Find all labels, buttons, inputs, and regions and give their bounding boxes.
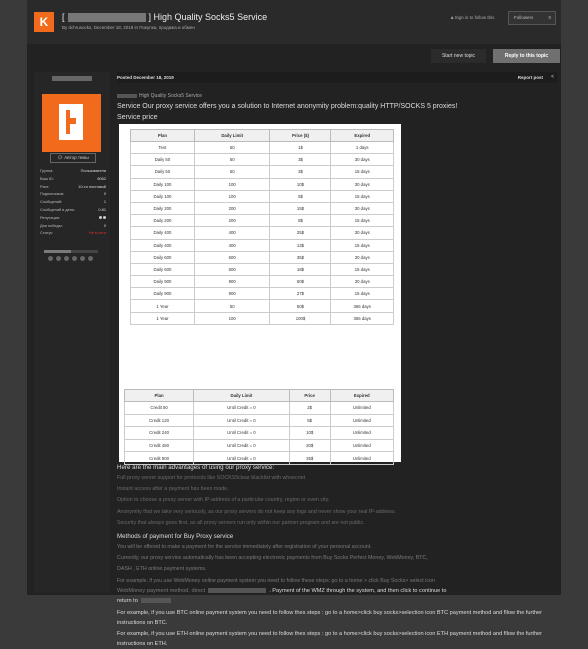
- post-header: [117, 72, 557, 83]
- table-row: [131, 190, 394, 202]
- table-cell: 35$: [289, 452, 330, 465]
- table-cell: Test: [131, 142, 195, 154]
- credit-table-image: [119, 378, 401, 462]
- table-cell: 13$: [270, 239, 331, 251]
- redacted-text: [117, 94, 137, 98]
- table-cell: Until Credit = 0: [194, 414, 290, 427]
- table-cell: 30 days: [331, 178, 394, 190]
- table-cell: Credit 120: [125, 414, 194, 427]
- lock-icon: 🔒︎: [451, 15, 455, 20]
- table-cell: 600: [194, 263, 270, 275]
- stat-value: 8062: [97, 175, 106, 181]
- reputation-fill: [44, 250, 71, 253]
- table-cell: Daily 600: [131, 263, 195, 275]
- reputation-bar: [44, 250, 98, 253]
- topic-title: [ ] High Quality Socks5 Service: [62, 12, 268, 22]
- table-row: [131, 142, 394, 154]
- service-price-heading: Service price: [117, 114, 158, 121]
- table-cell: 3$: [270, 166, 331, 178]
- signin-to-follow[interactable]: 🔒︎ Sign in to follow this: [451, 15, 495, 20]
- webmoney-line: For example, if you use WebMoney online payment system you need to follow these steps: go to a home > click Buy Socks> select icon: [117, 578, 435, 584]
- column-header: Daily Limit: [194, 390, 290, 402]
- table-row: [125, 427, 394, 440]
- table-cell: 1 Year: [131, 300, 195, 312]
- table-cell: 100$: [270, 312, 331, 324]
- table-cell: 50$: [270, 276, 331, 288]
- follower-count: 0: [548, 15, 551, 20]
- stat-row: [36, 198, 108, 206]
- table-cell: Daily 200: [131, 202, 195, 214]
- table-row: [125, 439, 394, 452]
- table-cell: Unlimited: [330, 414, 393, 427]
- table-cell: 2$: [289, 402, 330, 415]
- stat-label: Сообщений:: [40, 199, 63, 205]
- redacted-link[interactable]: [141, 598, 171, 603]
- stat-value: 10-ти постовый: [78, 183, 106, 189]
- webmoney-instructions: WebMoney payment method, direct . Payment of the WMZ through the system, and then click to continue to return to: [117, 588, 447, 604]
- eth-instructions: For example, if you use ETH online payment system you need to follow thes steps : go to a home>click buy socks>selection icon ETH payment method and fllow the further instructions on ETH.: [117, 631, 543, 647]
- stat-value: Пользователи: [80, 168, 106, 173]
- column-header: Price ($): [270, 130, 331, 142]
- forum-frame: [27, 0, 561, 647]
- stat-row: [36, 175, 108, 183]
- table-row: [131, 215, 394, 227]
- table-cell: 400: [194, 227, 270, 239]
- table-cell: Daily 400: [131, 239, 195, 251]
- stat-value: Не в сети: [88, 230, 106, 236]
- table-cell: 15 days: [331, 166, 394, 178]
- stat-row: [36, 222, 108, 230]
- table-cell: 15 days: [331, 190, 394, 202]
- price-table-image: [119, 124, 401, 378]
- reputation-icons: [48, 256, 94, 262]
- table-cell: 900: [194, 276, 270, 288]
- stat-label: Статус:: [40, 230, 54, 236]
- table-cell: 30 days: [331, 227, 394, 239]
- table-cell: 15 days: [331, 215, 394, 227]
- table-cell: Daily 900: [131, 288, 195, 300]
- table-cell: Daily 400: [131, 227, 195, 239]
- table-cell: 15 days: [331, 288, 394, 300]
- rep-icon: [80, 256, 85, 261]
- payment-line: Currently, our proxy service automatically has been accepting electronic payments from Buy Socks Perfect Money, WebMoney, BTC,: [117, 555, 428, 561]
- table-cell: 1 days: [331, 142, 394, 154]
- payment-line: You will be offered to make a payment for the service immediately after registration of your personal account.: [117, 544, 372, 550]
- table-cell: 8$: [270, 215, 331, 227]
- table-cell: Daily 100: [131, 190, 195, 202]
- table-cell: Until Credit = 0: [194, 402, 290, 415]
- table-row: [131, 166, 394, 178]
- table-cell: Daily 100: [131, 178, 195, 190]
- stat-row: [36, 229, 108, 237]
- rep-icon: [88, 256, 93, 261]
- table-row: [131, 227, 394, 239]
- table-cell: Until Credit = 0: [194, 439, 290, 452]
- stat-label: Ранг:: [40, 183, 50, 189]
- table-cell: 100: [194, 312, 270, 324]
- table-cell: 5$: [270, 190, 331, 202]
- table-cell: 100: [194, 190, 270, 202]
- feature-item: Instant access after a payment has been made.: [117, 486, 229, 492]
- price-table: [130, 129, 394, 325]
- table-cell: 18$: [270, 263, 331, 275]
- stat-label: Ваш ID:: [40, 175, 54, 181]
- table-cell: 50: [194, 154, 270, 166]
- avatar-k-mark: [59, 104, 83, 140]
- table-cell: Unlimited: [330, 439, 393, 452]
- btc-instructions: For example, if you use BTC online payment system you need to follow thes steps : go to a home>click buy socks>selection icon BTC payment method and fllow the further instructions on BTC.: [117, 610, 543, 626]
- table-cell: 15 days: [331, 263, 394, 275]
- post-intro: Service Our proxy service offers you a solution to Internet anonymity problem:quality HTTP/SOCKS 5 proxies!: [117, 103, 458, 110]
- table-row: [131, 263, 394, 275]
- table-cell: 50: [194, 142, 270, 154]
- table-row: [131, 312, 394, 324]
- column-header: Expired: [331, 130, 394, 142]
- table-cell: 15$: [270, 202, 331, 214]
- table-cell: 1 Year: [131, 312, 195, 324]
- feature-item: Full proxy server support for protocols like SOCKS5clear blacklist with whoecnet: [117, 475, 306, 481]
- table-header-row: [131, 130, 394, 142]
- redacted-username[interactable]: [52, 76, 92, 81]
- table-cell: 400: [194, 239, 270, 251]
- table-cell: Daily 900: [131, 276, 195, 288]
- table-cell: 900: [194, 288, 270, 300]
- stat-label: Сообщений в день:: [40, 206, 76, 212]
- forum-logo[interactable]: K: [34, 12, 54, 32]
- table-cell: 30 days: [331, 202, 394, 214]
- credit-table: [124, 389, 394, 465]
- table-cell: 35$: [270, 251, 331, 263]
- table-cell: 200: [194, 215, 270, 227]
- column-header: Plan: [131, 130, 195, 142]
- column-header: Plan: [125, 390, 194, 402]
- feature-item: Anonymity that we take very seriously, as our proxy servers do not keep any logs and never show your real IP-address.: [117, 509, 397, 515]
- share-icon[interactable]: <: [551, 74, 554, 80]
- table-row: [131, 276, 394, 288]
- stat-value: 0: [103, 191, 106, 197]
- table-row: [131, 251, 394, 263]
- stat-value: 1: [103, 199, 106, 205]
- payment-line: DASH , ETH online payment systems.: [117, 566, 207, 572]
- author-sidebar: [34, 72, 110, 592]
- topic-header: [27, 0, 561, 44]
- table-cell: Unlimited: [330, 402, 393, 415]
- reputation-dot-icon: [99, 216, 102, 219]
- table-cell: 50: [194, 166, 270, 178]
- stat-row: [36, 206, 108, 214]
- table-cell: Daily 50: [131, 166, 195, 178]
- stat-label: Репутация:: [40, 214, 61, 220]
- table-cell: Credit 240: [125, 427, 194, 440]
- table-cell: 600: [194, 251, 270, 263]
- table-cell: 27$: [270, 288, 331, 300]
- table-cell: 30 days: [331, 251, 394, 263]
- table-row: [131, 154, 394, 166]
- start-new-topic-button[interactable]: Start new topic: [431, 49, 486, 63]
- reputation-dot-icon: [103, 216, 106, 219]
- column-header: Price: [289, 390, 330, 402]
- column-header: Expired: [330, 390, 393, 402]
- table-cell: Credit 900: [125, 452, 194, 465]
- payment-methods-title: Methods of payment for Buy Proxy service: [117, 533, 234, 540]
- author-badge: 💬︎ Автор темы: [50, 153, 96, 163]
- stat-value: [99, 216, 106, 219]
- table-cell: Credit 450: [125, 439, 194, 452]
- table-row: [131, 288, 394, 300]
- table-cell: Daily 200: [131, 215, 195, 227]
- author-stats: [36, 167, 108, 237]
- post-subheading: High Quality Socks5 Service: [117, 93, 202, 99]
- redacted-link[interactable]: [208, 588, 266, 593]
- table-cell: 50: [194, 300, 270, 312]
- report-post-link[interactable]: Report post: [517, 75, 543, 80]
- stat-label: Группа:: [40, 168, 54, 173]
- rep-icon: [64, 256, 69, 261]
- table-cell: Daily 50: [131, 154, 195, 166]
- table-cell: 365 days: [331, 300, 394, 312]
- stat-row: [36, 183, 108, 191]
- column-header: Daily Limit: [194, 130, 270, 142]
- stat-row: [36, 190, 108, 198]
- rep-icon: [72, 256, 77, 261]
- chat-icon: 💬︎: [57, 155, 65, 160]
- table-cell: 100: [194, 178, 270, 190]
- stat-value: 0: [103, 222, 106, 228]
- table-row: [125, 452, 394, 465]
- table-row: [131, 178, 394, 190]
- table-cell: 20$: [289, 439, 330, 452]
- feature-item: Option to choose a proxy server with IP-address of a particular country, region or even city.: [117, 497, 330, 503]
- post-content: [117, 72, 557, 647]
- table-row: [131, 300, 394, 312]
- avatar[interactable]: [42, 94, 101, 152]
- table-cell: 1$: [270, 142, 331, 154]
- table-cell: 365 days: [331, 312, 394, 324]
- table-cell: Unlimited: [330, 427, 393, 440]
- table-cell: Until Credit = 0: [194, 427, 290, 440]
- table-row: [131, 239, 394, 251]
- rep-icon: [48, 256, 53, 261]
- stat-row: [36, 214, 108, 222]
- table-cell: 15 days: [331, 239, 394, 251]
- rep-icon: [56, 256, 61, 261]
- table-row: [125, 414, 394, 427]
- table-cell: Credit 50: [125, 402, 194, 415]
- post-date: Posted December 18, 2019: [117, 75, 174, 80]
- table-cell: 10$: [289, 427, 330, 440]
- table-cell: Until Credit = 0: [194, 452, 290, 465]
- stat-label: Дни победы:: [40, 222, 63, 228]
- table-cell: 3$: [270, 154, 331, 166]
- table-cell: 10$: [270, 178, 331, 190]
- table-row: [131, 202, 394, 214]
- table-cell: 30 days: [331, 276, 394, 288]
- table-cell: 200: [194, 202, 270, 214]
- table-header-row: [125, 390, 394, 402]
- follow-button[interactable]: [508, 11, 556, 25]
- table-cell: Unlimited: [330, 452, 393, 465]
- stat-value: 0.81: [98, 206, 106, 212]
- advantages-title: Here are the main advantages of using our proxy service:: [117, 464, 275, 471]
- stat-label: Подписчиков: [40, 191, 64, 197]
- follow-label: Followers: [514, 15, 534, 20]
- table-row: [125, 402, 394, 415]
- redacted-tag: [68, 13, 146, 22]
- stat-row: [36, 167, 108, 175]
- reply-to-topic-button[interactable]: Reply to this topic: [493, 49, 560, 63]
- table-cell: Daily 600: [131, 251, 195, 263]
- feature-item: Security that always goes first, as all proxy servers run only within our partner program and are not public.: [117, 520, 365, 526]
- table-cell: 25$: [270, 227, 331, 239]
- table-cell: 30 days: [331, 154, 394, 166]
- topic-meta: By dchrusocks, December 18, 2019 in Покупка, продажа и обмен: [62, 25, 195, 30]
- table-cell: 50$: [270, 300, 331, 312]
- table-cell: 5$: [289, 414, 330, 427]
